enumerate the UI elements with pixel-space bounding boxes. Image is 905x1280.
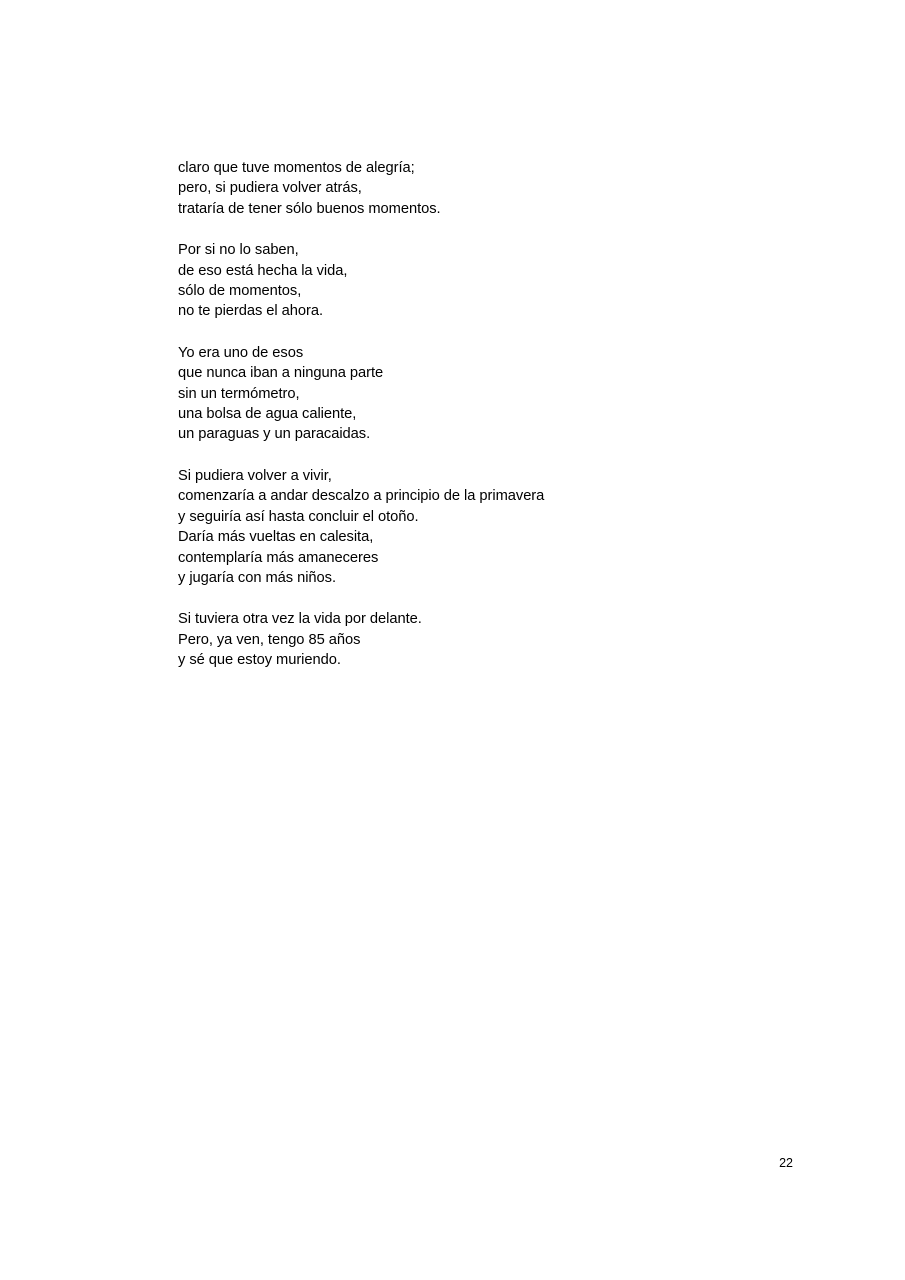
poem-line: sin un termómetro, [178, 385, 300, 402]
poem-line: de eso está hecha la vida, [178, 262, 348, 279]
stanza [178, 240, 798, 322]
poem-line: un paraguas y un paracaidas. [178, 426, 371, 443]
poem-line: y jugaría con más niños. [178, 569, 336, 586]
poem-line: comenzaría a andar descalzo a principio de la primavera [178, 488, 545, 505]
poem-line: Si tuviera otra vez la vida por delante. [178, 611, 422, 628]
poem-line: trataría de tener sólo buenos momentos. [178, 200, 441, 217]
stanza [178, 343, 798, 445]
poem-line: no te pierdas el ahora. [178, 303, 324, 320]
poem-body [178, 158, 798, 692]
stanza [178, 466, 798, 588]
poem-line: Daría más vueltas en calesita, [178, 529, 374, 546]
poem-line: pero, si pudiera volver atrás, [178, 180, 362, 197]
page-number: 22 [779, 1156, 793, 1170]
poem-line: Si pudiera volver a vivir, [178, 467, 332, 484]
poem-line: y seguiría así hasta concluir el otoño. [178, 508, 419, 525]
poem-line: Por si no lo saben, [178, 242, 299, 259]
poem-line: Pero, ya ven, tengo 85 años [178, 631, 361, 648]
poem-line: claro que tuve momentos de alegría; [178, 160, 415, 176]
poem-line: que nunca iban a ninguna parte [178, 365, 384, 382]
poem-line: sólo de momentos, [178, 283, 302, 300]
poem-line: Yo era uno de esos [178, 344, 304, 361]
stanza [178, 609, 798, 670]
poem-line: y sé que estoy muriendo. [178, 652, 341, 669]
stanza [178, 158, 798, 219]
poem-line: una bolsa de agua caliente, [178, 406, 357, 423]
poem-line: contemplaría más amaneceres [178, 549, 379, 566]
